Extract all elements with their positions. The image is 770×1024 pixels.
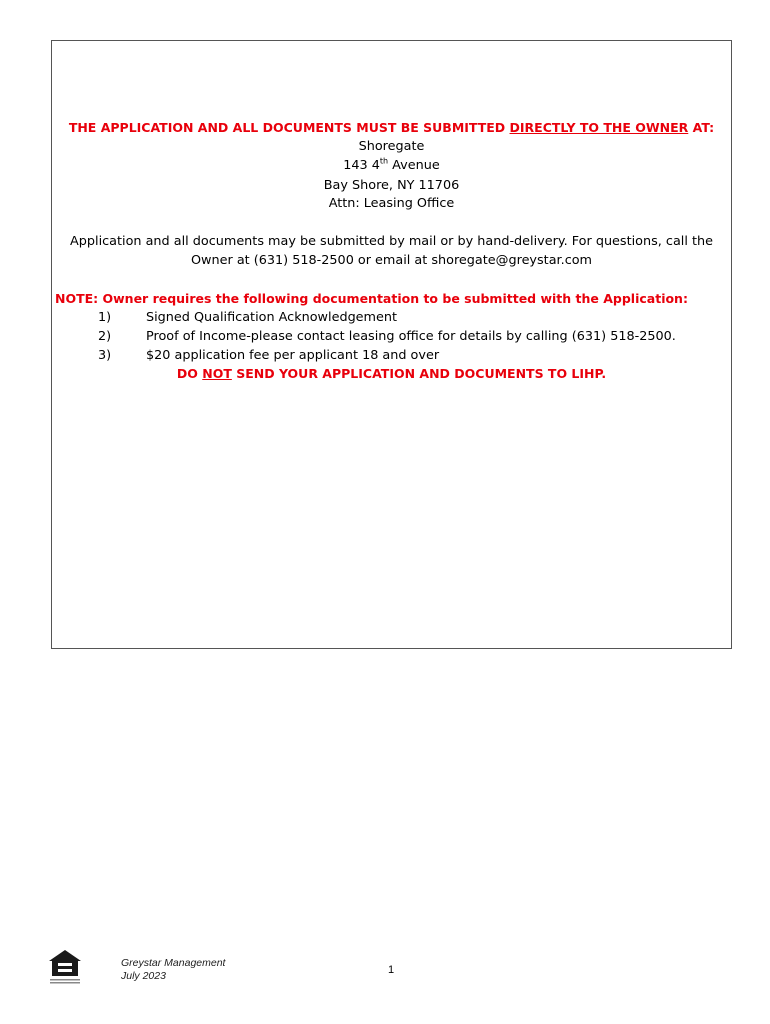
- address-street-number: 143 4: [343, 158, 380, 173]
- submission-heading: [52, 120, 731, 136]
- submission-heading-suffix: AT:: [688, 120, 715, 135]
- address-city: Bay Shore, NY 11706: [323, 178, 460, 193]
- note-heading: NOTE: Owner requires the following documentation to be submitted with the Application:: [55, 291, 688, 306]
- submission-heading-underlined: DIRECTLY TO THE OWNER: [509, 120, 689, 135]
- warning-underlined: NOT: [202, 366, 232, 381]
- instructions-line-2: Owner at (631) 518-2500 or email at shoregate@greystar.com: [190, 253, 593, 268]
- address-name: Shoregate: [358, 139, 425, 154]
- do-not-send-warning: [52, 366, 731, 382]
- address-street-name: Avenue: [388, 158, 440, 173]
- footer-company-block: [121, 957, 225, 983]
- list-item-number: 3): [98, 348, 112, 363]
- address-street-superscript: th: [379, 156, 389, 166]
- list-item-text: Signed Qualification Acknowledgement: [146, 310, 398, 325]
- page-number: 1: [388, 964, 395, 976]
- address-attn: Attn: Leasing Office: [328, 196, 455, 211]
- notice-box: [51, 40, 732, 649]
- footer-date: July 2023: [121, 970, 166, 982]
- list-item-number: 2): [98, 329, 112, 344]
- footer-company: Greystar Management: [121, 957, 226, 969]
- equal-housing-opportunity-icon: [47, 948, 83, 986]
- warning-suffix: SEND YOUR APPLICATION AND DOCUMENTS TO LIHP.: [231, 366, 607, 381]
- list-item-text: Proof of Income-please contact leasing office for details by calling (631) 518-2500.: [146, 329, 676, 344]
- instructions-line-1: Application and all documents may be submitted by mail or by hand-delivery. For questions, call the: [70, 234, 713, 249]
- list-item-text: $20 application fee per applicant 18 and over: [146, 348, 440, 363]
- list-item-number: 1): [98, 310, 112, 325]
- warning-prefix: DO: [176, 366, 203, 381]
- address-street: [52, 158, 731, 174]
- submission-heading-prefix: THE APPLICATION AND ALL DOCUMENTS MUST BE SUBMITTED: [68, 120, 510, 135]
